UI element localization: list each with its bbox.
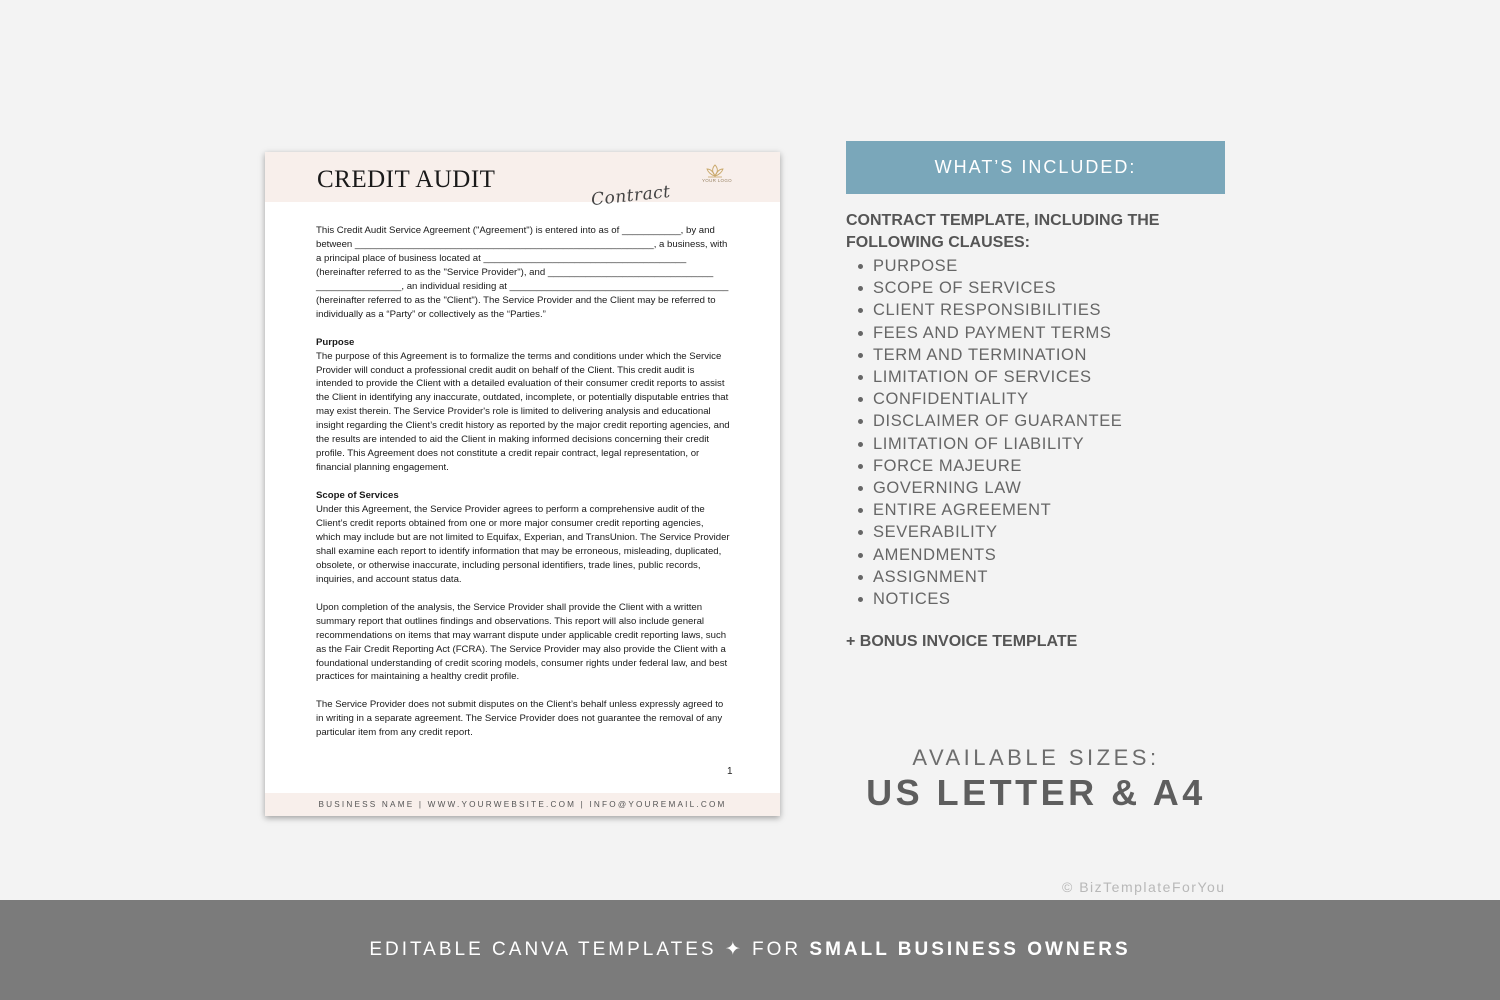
doc-footer: BUSINESS NAME | WWW.YOURWEBSITE.COM | INFO@YOUREMAIL.COM [265,793,780,816]
doc-page-number: 1 [727,766,733,777]
footer-tagline-bold: SMALL BUSINESS OWNERS [809,939,1131,960]
bonus-invoice-text: + BONUS INVOICE TEMPLATE [846,633,1078,650]
whats-included-banner: WHAT’S INCLUDED: [846,141,1225,194]
doc-purpose-paragraph: The purpose of this Agreement is to formalize the terms and conditions under which the Service Provider will conduct a professional credit audit on behalf of the Client. This credit audit is intended to provide the Client with a detailed evaluation of their consumer credit reports to assist the Client in identifying any inaccurate, outdated, incomplete, or potentially disputable entries that may exist therein. The Service Provider's role is limited to delivering analysis and educational insight regarding the Client’s credit history as reported by the major credit reporting agencies, and the results are intended to aid the Client in making informed decisions concerning their credit profile. This Agreement does not constitute a credit repair contract, legal representation, or financial planning engagement. [316,350,730,474]
doc-purpose-heading: Purpose [316,336,355,348]
clause-item: SEVERABILITY [858,521,1122,543]
clause-item: PURPOSE [858,255,1122,277]
clause-item: CONFIDENTIALITY [858,388,1122,410]
clause-item: SCOPE OF SERVICES [858,277,1122,299]
available-sizes-label: AVAILABLE SIZES: [912,745,1160,770]
doc-logo [702,164,732,183]
clause-item: ASSIGNMENT [858,566,1122,588]
clause-item: FEES AND PAYMENT TERMS [858,322,1122,344]
clause-item: LIMITATION OF SERVICES [858,366,1122,388]
doc-scope-paragraph-2: Upon completion of the analysis, the Service Provider shall provide the Client with a written summary report that outlines findings and observations. This report will also include general recommendations on items that may warrant dispute under applicable credit reporting laws, such as the Fair Credit Reporting Act (FCRA). The Service Provider may also provide the Client with a foundational understanding of credit scoring models, consumer rights under federal law, and best practices for maintaining a healthy credit profile. [316,601,728,683]
clause-item: DISCLAIMER OF GUARANTEE [858,410,1122,432]
footer-tagline: EDITABLE CANVA TEMPLATES ✦ FOR [369,939,810,960]
clause-item: LIMITATION OF LIABILITY [858,433,1122,455]
doc-script-title: Contract [590,181,672,211]
doc-intro-paragraph: This Credit Audit Service Agreement ("Agreement") is entered into as of ___________, by and between ________________________________________________________, a business, with a principal place of business located at ______________________________________ (hereinafter referred to as the "Service Provider"), and _______________________________ ________________, an individual residing at _________________________________________ (hereinafter referred to as the "Client"). The Service Provider and the Client may be referred to individually as a “Party” or collectively as the “Parties.” [316,225,729,320]
clause-list [858,255,1122,610]
doc-body [316,224,730,754]
clause-item: GOVERNING LAW [858,477,1122,499]
clause-item: NOTICES [858,588,1122,610]
footer-bar [0,900,1500,1000]
doc-scope-paragraph-1: Under this Agreement, the Service Provider agrees to perform a comprehensive audit of the Client’s credit reports obtained from one or more major consumer credit reporting agencies, which may include but are not limited to Equifax, Experian, and TransUnion. The Service Provider shall examine each report to identify information that may be erroneous, misleading, duplicated, obsolete, or otherwise inaccurate, including personal identifiers, trade lines, public records, inquiries, and account status data. [316,504,730,585]
available-sizes-value: US LETTER & A4 [866,772,1206,813]
doc-title: CREDIT AUDIT [317,166,496,193]
copyright-text: © BizTemplateForYou [1062,879,1226,895]
contract-page-preview [265,152,780,816]
clause-item: FORCE MAJEURE [858,455,1122,477]
doc-scope-paragraph-3: The Service Provider does not submit disputes on the Client’s behalf unless expressly agreed to in writing in a separate agreement. The Service Provider does not guarantee the removal of any particular item from any credit report. [316,699,724,739]
clause-item: TERM AND TERMINATION [858,344,1122,366]
clauses-heading: CONTRACT TEMPLATE, INCLUDING THE FOLLOWING CLAUSES: [846,212,1160,251]
clause-item: ENTIRE AGREEMENT [858,499,1122,521]
clause-item: CLIENT RESPONSIBILITIES [858,299,1122,321]
doc-scope-heading: Scope of Services [316,490,399,502]
clause-item: AMENDMENTS [858,544,1122,566]
lotus-logo-icon [705,164,725,178]
doc-logo-text: YOUR LOGO [702,178,732,183]
